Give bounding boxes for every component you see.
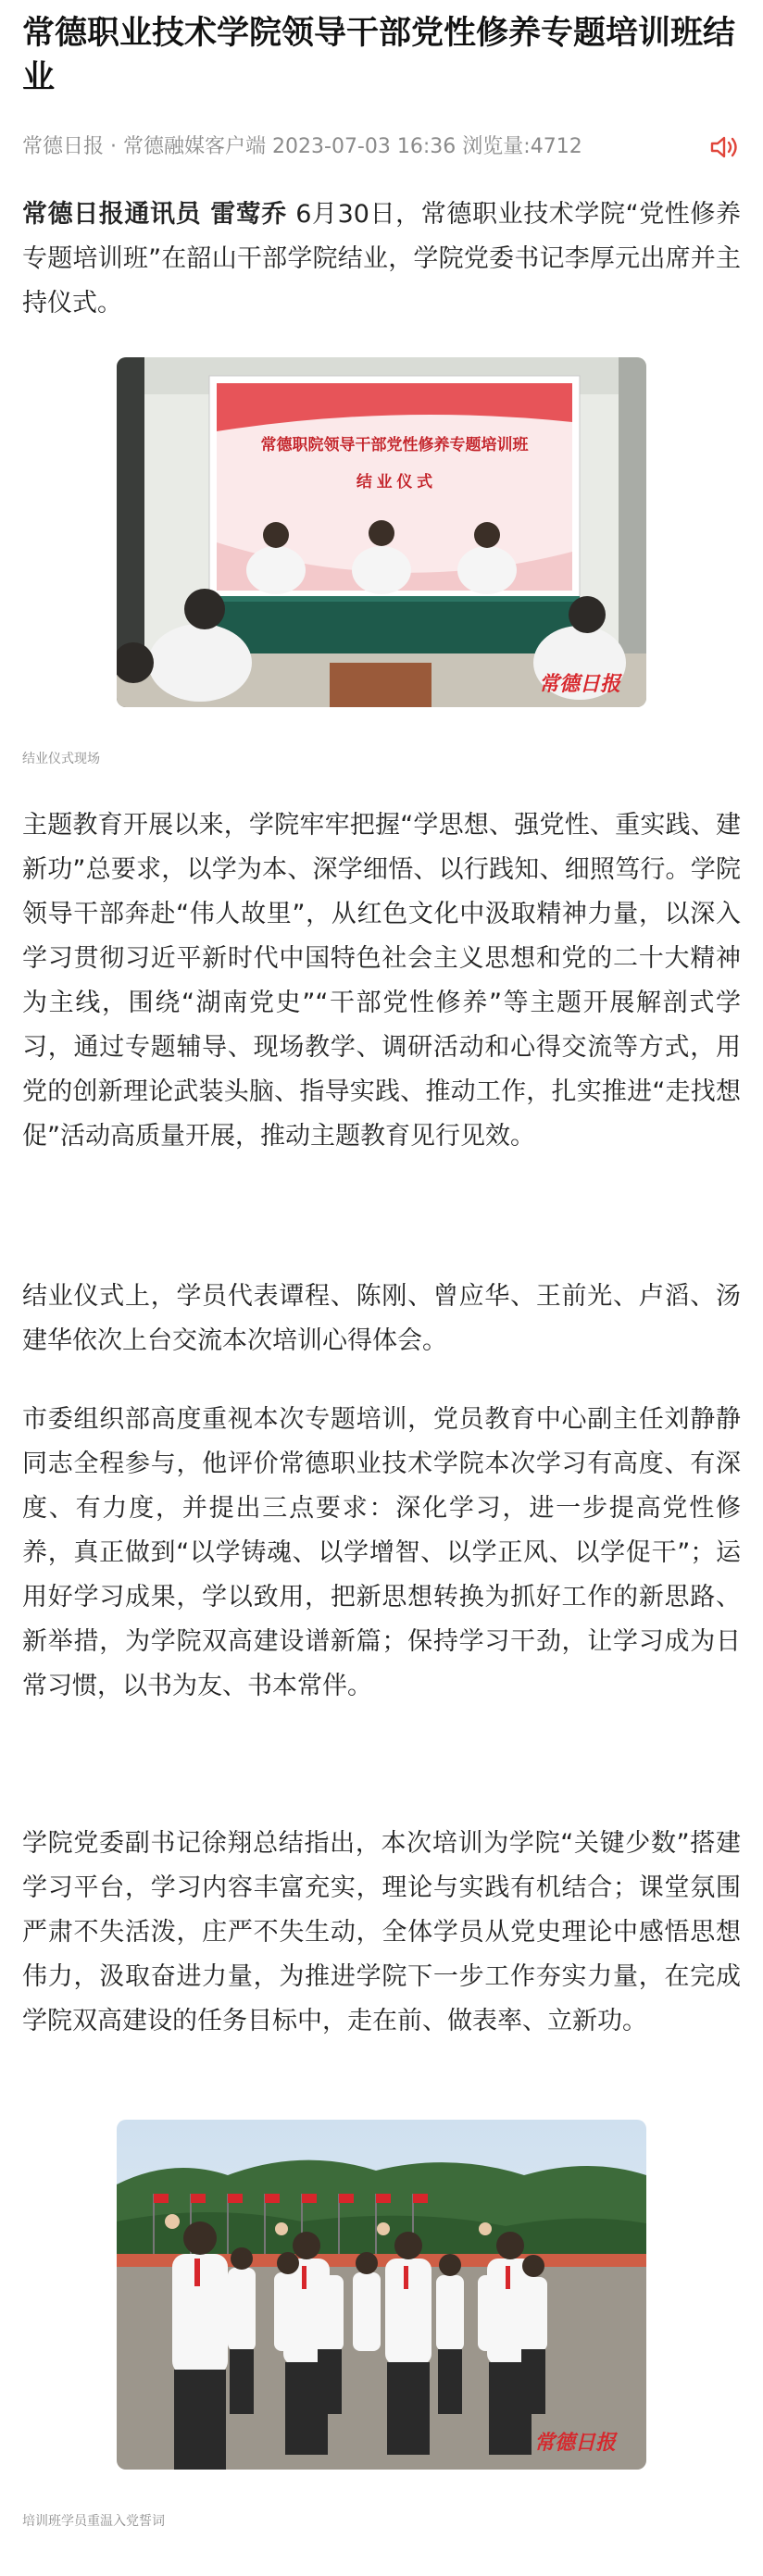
photo-caption: 结业仪式现场: [22, 752, 100, 766]
ceremony-photo: [117, 357, 646, 707]
body-paragraph: 市委组织部高度重视本次专题培训，党员教育中心副主任刘静静同志全程参与，他评价常德职业技术学院本次学习有高度、有深度、有力度，并提出三点要求：深化学习，进一步提高党性修养，真正做到“以学铸魂、以学增智、以学正风、以学促干”；运用好学习成果，学以致用，把新思想转换为抓好工作的新思路、新举措，为学院双高建设谱新篇；保持学习干劲，让学习成为日常习惯，以书为友、书本常伴。: [22, 1405, 741, 1700]
meta-separator: ·: [104, 135, 123, 158]
article-meta: [22, 132, 726, 162]
publish-date: 2023-07-03: [272, 135, 391, 158]
banner-title: 常德职院领导干部党性修养专题培训班: [260, 436, 529, 454]
publish-time: 16:36: [396, 135, 457, 158]
author-byline: 常德日报通讯员 雷莺乔: [22, 200, 288, 229]
photo-caption: 培训班学员重温入党誓词: [22, 2514, 165, 2529]
article-title: 常德职业技术学院领导干部党性修养专题培训班结业: [22, 15, 736, 96]
speaker-icon[interactable]: [709, 134, 741, 160]
body-paragraph: 主题教育开展以来，学院牢牢把握“学思想、强党性、重实践、建新功”总要求，以学为本、深学细悟、以行践知、细照笃行。学院领导干部奔赴“伟人故里”，从红色文化中汲取精神力量，以深入学习贯彻习近平新时代中国特色社会主义思想和党的二十大精神为主线，围绕“湖南党史”“干部党性修养”等主题开展解剖式学习，通过专题辅导、现场教学、调研活动和心得交流等方式，用党的创新理论武装头脑、指导实践、推动工作，扎实推进“走找想促”活动高质量开展，推动主题教育见行见效。: [22, 811, 741, 1151]
body-paragraph: 结业仪式上，学员代表谭程、陈刚、曾应华、王前光、卢滔、汤建华依次上台交流本次培训心得体会。: [22, 1282, 741, 1355]
client-name: 常德融媒客户端: [123, 135, 267, 158]
body-paragraph: 学院党委副书记徐翔总结指出，本次培训为学院“关键少数”搭建学习平台，学习内容丰富充实，理论与实践有机结合；课堂氛围严肃不失活泼，庄严不失生动，全体学员从党史理论中感悟思想伟力，汲取奋进力量，为推进学院下一步工作夯实力量，在完成学院双高建设的任务目标中，走在前、做表率、立新功。: [22, 1829, 741, 2035]
oath-photo: [117, 2120, 646, 2470]
lead-paragraph: [22, 193, 741, 326]
views-label: 浏览量:: [462, 135, 531, 158]
banner-subtitle: 结 业 仪 式: [356, 473, 433, 491]
lead-text: 6月30日，常德职业技术学院“党性修养专题培训班”在韶山干部学院结业，学院党委书记李厚元出席并主持仪式。: [22, 200, 742, 317]
photo-watermark: 常德日报: [533, 2431, 617, 2454]
source-name: 常德日报: [22, 135, 105, 158]
photo-watermark: 常德日报: [538, 672, 621, 695]
views-count: 4712: [530, 135, 582, 158]
